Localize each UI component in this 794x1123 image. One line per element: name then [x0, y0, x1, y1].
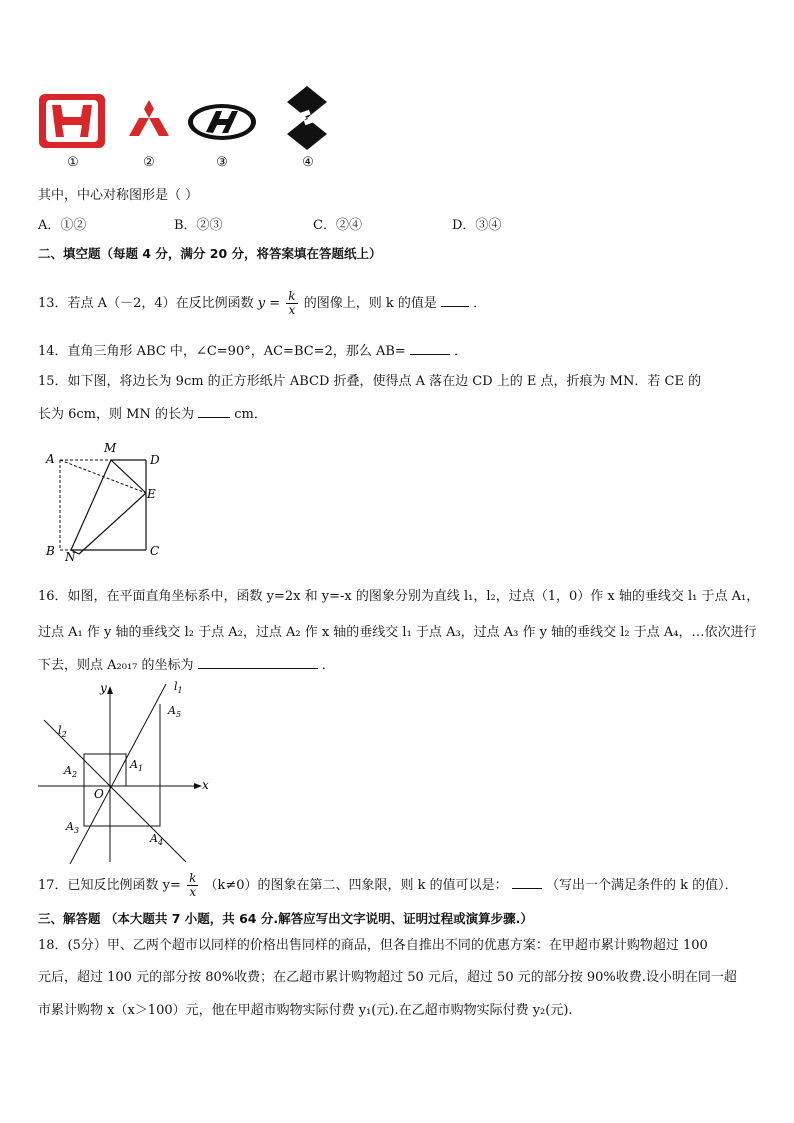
- question-15-line-1: 15．如下图，将边长为 9cm 的正方形纸片 ABCD 折叠，使得点 A 落在边 CD 上的 E 点，折痕为 MN．若 CE 的: [38, 374, 702, 389]
- q16-line3-prefix: 下去，则点 A₂₀₁₇ 的坐标为: [38, 658, 194, 673]
- question-16-line-3: [38, 656, 335, 675]
- q16-line3-suffix: ．: [321, 658, 335, 673]
- fig15-label-b: B: [46, 544, 55, 558]
- fig16-label-l2: $l_2$: [58, 724, 67, 739]
- logo-caption-1: ①: [67, 155, 79, 170]
- logo-honda: [38, 93, 106, 149]
- q13-frac-den: x: [288, 303, 296, 317]
- section-heading-fill-blank: 二、填空题（每题 4 分，满分 20 分，将答案填在答题纸上）: [38, 246, 382, 261]
- option-b: B．②③: [174, 218, 223, 233]
- logo-caption-2: ②: [143, 155, 155, 170]
- q13-prefix: 13．若点 A（－2，4）在反比例函数: [38, 296, 254, 311]
- fig16-label-a5: $A_5$: [168, 704, 182, 719]
- figure-coordinate-lines: [36, 676, 216, 866]
- question-14: [38, 342, 467, 361]
- option-c: C．②④: [313, 218, 362, 233]
- fig16-label-a4: $A_4$: [150, 832, 164, 847]
- q13-answer-blank[interactable]: [441, 294, 469, 307]
- question-16-line-1: 16．如图，在平面直角坐标系中，函数 y=2x 和 y=-x 的图象分别为直线 l₁，l₂，过点（1，0）作 x 轴的垂线交 l₁ 于点 A₁，: [38, 589, 760, 604]
- q13-frac-num: k: [288, 289, 296, 303]
- fig15-label-e: E: [147, 487, 156, 501]
- q17-fraction: [187, 872, 198, 899]
- q14-answer-blank[interactable]: [410, 342, 450, 355]
- q13-fraction: [286, 290, 297, 317]
- logo-diamond: [282, 84, 332, 152]
- q13-suffix: 的图像上，则 k 的值是: [303, 296, 437, 311]
- logo-caption-3: ③: [216, 155, 228, 170]
- question-13: [38, 284, 486, 324]
- logo-hyundai: [186, 102, 258, 142]
- fig16-label-x: x: [202, 778, 209, 792]
- q17-suffix: （k≠0）的图象在第二、四象限，则 k 的值可以是：: [204, 878, 508, 893]
- question-stem: 其中，中心对称图形是（ ）: [38, 188, 199, 203]
- q17-prefix: 17．已知反比例函数 y=: [38, 878, 181, 893]
- q14-end: ．: [454, 344, 468, 359]
- figure-square-fold: [40, 437, 170, 565]
- q17-frac-num: k: [189, 871, 197, 885]
- fig16-label-a2: $A_2$: [64, 764, 78, 779]
- fig16-label-a3: $A_3$: [66, 820, 80, 835]
- section-heading-solve: 三、解答题 （本大题共 7 小题，共 64 分.解答应写出文字说明、证明过程或演算步骤.）: [38, 911, 533, 926]
- fig16-label-o: O: [94, 787, 104, 801]
- q13-end: ．: [473, 296, 487, 311]
- q15-answer-blank[interactable]: [198, 405, 230, 418]
- q17-answer-blank[interactable]: [512, 876, 542, 889]
- logo-caption-4: ④: [302, 155, 314, 170]
- fig16-label-l1: $l_1$: [174, 680, 183, 695]
- question-17: [38, 866, 738, 906]
- q16-answer-blank[interactable]: [198, 656, 318, 669]
- logo-mitsubishi: [126, 98, 172, 140]
- fig15-label-a: A: [46, 452, 55, 466]
- fig15-label-d: D: [150, 453, 160, 467]
- question-15-line-2: [38, 405, 267, 424]
- fig15-label-n: N: [65, 550, 76, 564]
- q13-func-lhs: y =: [257, 296, 281, 311]
- fig16-label-a1: $A_1$: [130, 758, 144, 773]
- q15-line2-prefix: 长为 6cm，则 MN 的长为: [38, 407, 194, 422]
- q17-frac-den: x: [189, 885, 197, 899]
- question-16-line-2: 过点 A₁ 作 y 轴的垂线交 l₂ 于点 A₂，过点 A₂ 作 x 轴的垂线交 l₁ 于点 A₃，过点 A₃ 作 y 轴的垂线交 l₂ 于点 A₄，…依次进行: [38, 625, 757, 640]
- q17-end: （写出一个满足条件的 k 的值）．: [545, 878, 738, 893]
- option-d: D．③④: [452, 218, 502, 233]
- q15-line2-suffix: cm．: [234, 407, 267, 422]
- option-a: A．①②: [38, 218, 87, 233]
- fig15-label-m: M: [104, 441, 117, 455]
- question-18-line-2: 元后，超过 100 元的部分按 80%收费；在乙超市累计购物超过 50 元后，超过 50 元的部分按 90%收费.设小明在同一超: [38, 970, 737, 985]
- q14-text: 14．直角三角形 ABC 中，∠C=90°，AC=BC=2，那么 AB=: [38, 344, 406, 359]
- fig15-label-c: C: [150, 544, 160, 558]
- fig16-label-y: y: [100, 681, 107, 695]
- question-18-line-3: 市累计购物 x（x＞100）元，他在甲超市购物实际付费 y₁(元).在乙超市购物实际付费 y₂(元).: [38, 1003, 573, 1018]
- question-18-line-1: 18．(5分）甲、乙两个超市以同样的价格出售同样的商品，但各自推出不同的优惠方案：在甲超市累计购物超过 100: [38, 938, 708, 953]
